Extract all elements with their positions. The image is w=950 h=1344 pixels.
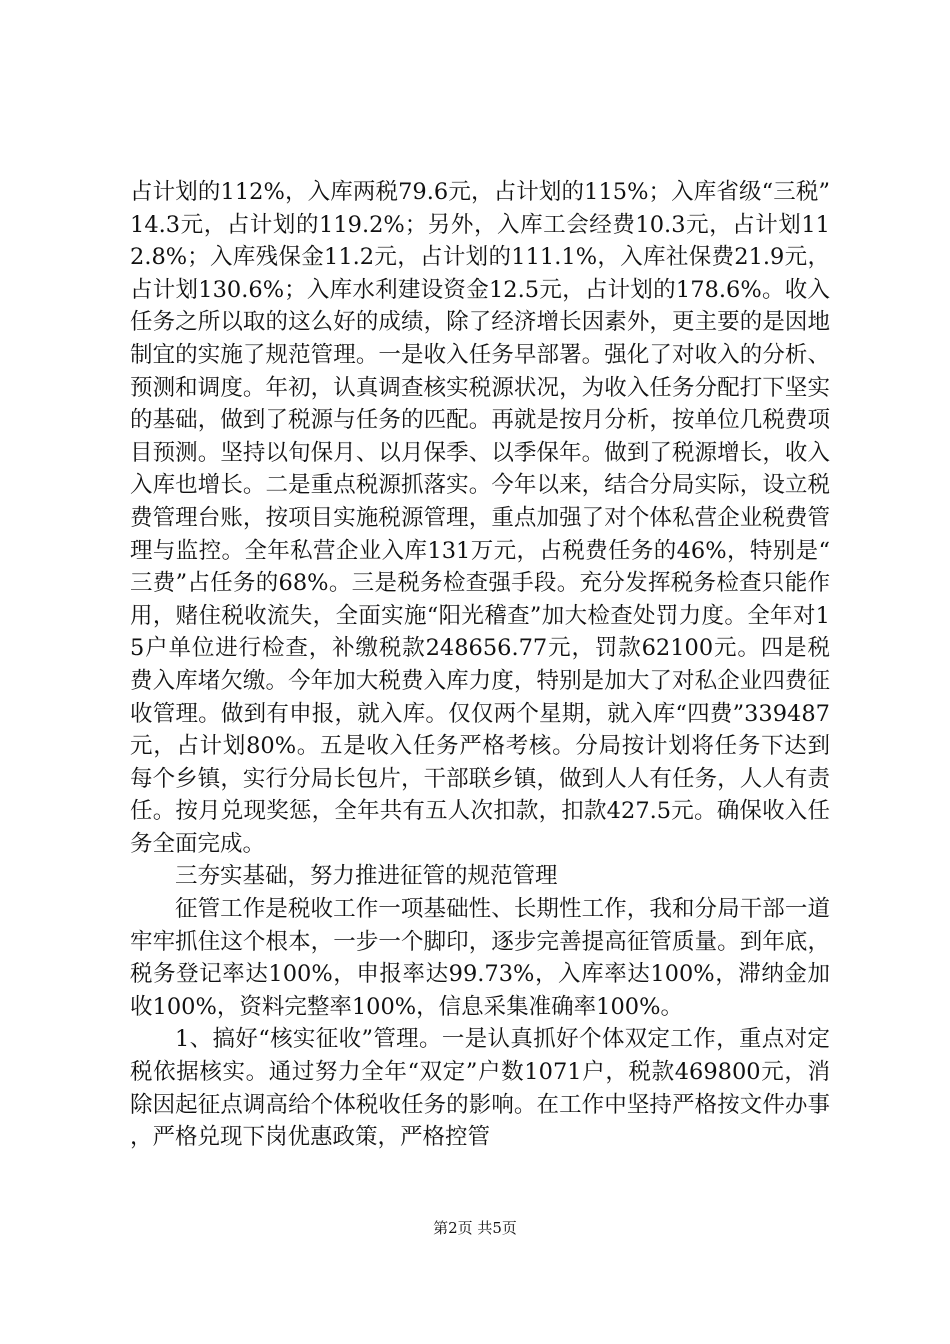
body-paragraph-collection-work: 征管工作是税收工作一项基础性、长期性工作，我和分局干部一道牢牢抓住这个根本，一步一个脚印，逐步完善提高征管质量。到年底，税务登记率达100%，申报率达99.73%，入库率达100%，滞纳金加收100%，资料完整率100%，信息采集准确率100%。 xyxy=(130,896,830,1020)
section-heading-collection-management: 三夯实基础，努力推进征管的规范管理 xyxy=(175,863,558,890)
body-paragraph-verified-collection: 1、搞好“核实征收”管理。一是认真抓好个体双定工作，重点对定税依据核实。通过努力全年“双定”户数1071户，税款469800元，消除因起征点调高给个体税收任务的影响。在工作中坚持严格按文件办事，严格兑现下岗优惠政策，严格控管 xyxy=(130,1026,830,1151)
page-footer-page-number: 第2页 共5页 xyxy=(433,1219,517,1237)
body-paragraph-revenue: 占计划的112%，入库两税79.6元，占计划的115%；入库省级“三税”14.3元，占计划的119.2%；另外，入库工会经费10.3元，占计划112.8%；入库残保金11.2元，占计划的111.1%，入库社保费21.9元，占计划130.6%；入库水利建设资金12.5元，占计划的178.6%。收入任务之所以取的这么好的成绩，除了经济增长因素外，更主要的是因地制宜的实施了规范管理。一是收入任务早部署。强化了对收入的分析、预测和调度。年初，认真调查核实税源状况，为收入任务分配打下坚实的基础，做到了税源与任务的匹配。再就是按月分析，按单位几税费项目预测。坚持以旬保月、以月保季、以季保年。做到了税源增长，收入入库也增长。二是重点税源抓落实。今年以来，结合分局实际，设立税费管理台账，按项目实施税源管理，重点加强了对个体私营企业税费管理与监控。全年私营企业入库131万元，占税费任务的46%，特别是“三费”占任务的68%。三是税务检查强手段。充分发挥税务检查只能作用，赌住税收流失，全面实施“阳光稽查”加大检查处罚力度。全年对15户单位进行检查，补缴税款248656.77元，罚款62100元。四是税费入库堵欠缴。今年加大税费入库力度，特别是加大了对私企业四费征收管理。做到有申报，就入库。仅仅两个星期，就入库“四费”339487元，占计划80%。五是收入任务严格考核。分局按计划将任务下达到每个乡镇，实行分局长包片，干部联乡镇，做到人人有任务，人人有责任。按月兑现奖惩，全年共有五人次扣款，扣款427.5元。确保收入任务全面完成。 xyxy=(130,179,830,857)
page-body xyxy=(130,176,830,1154)
